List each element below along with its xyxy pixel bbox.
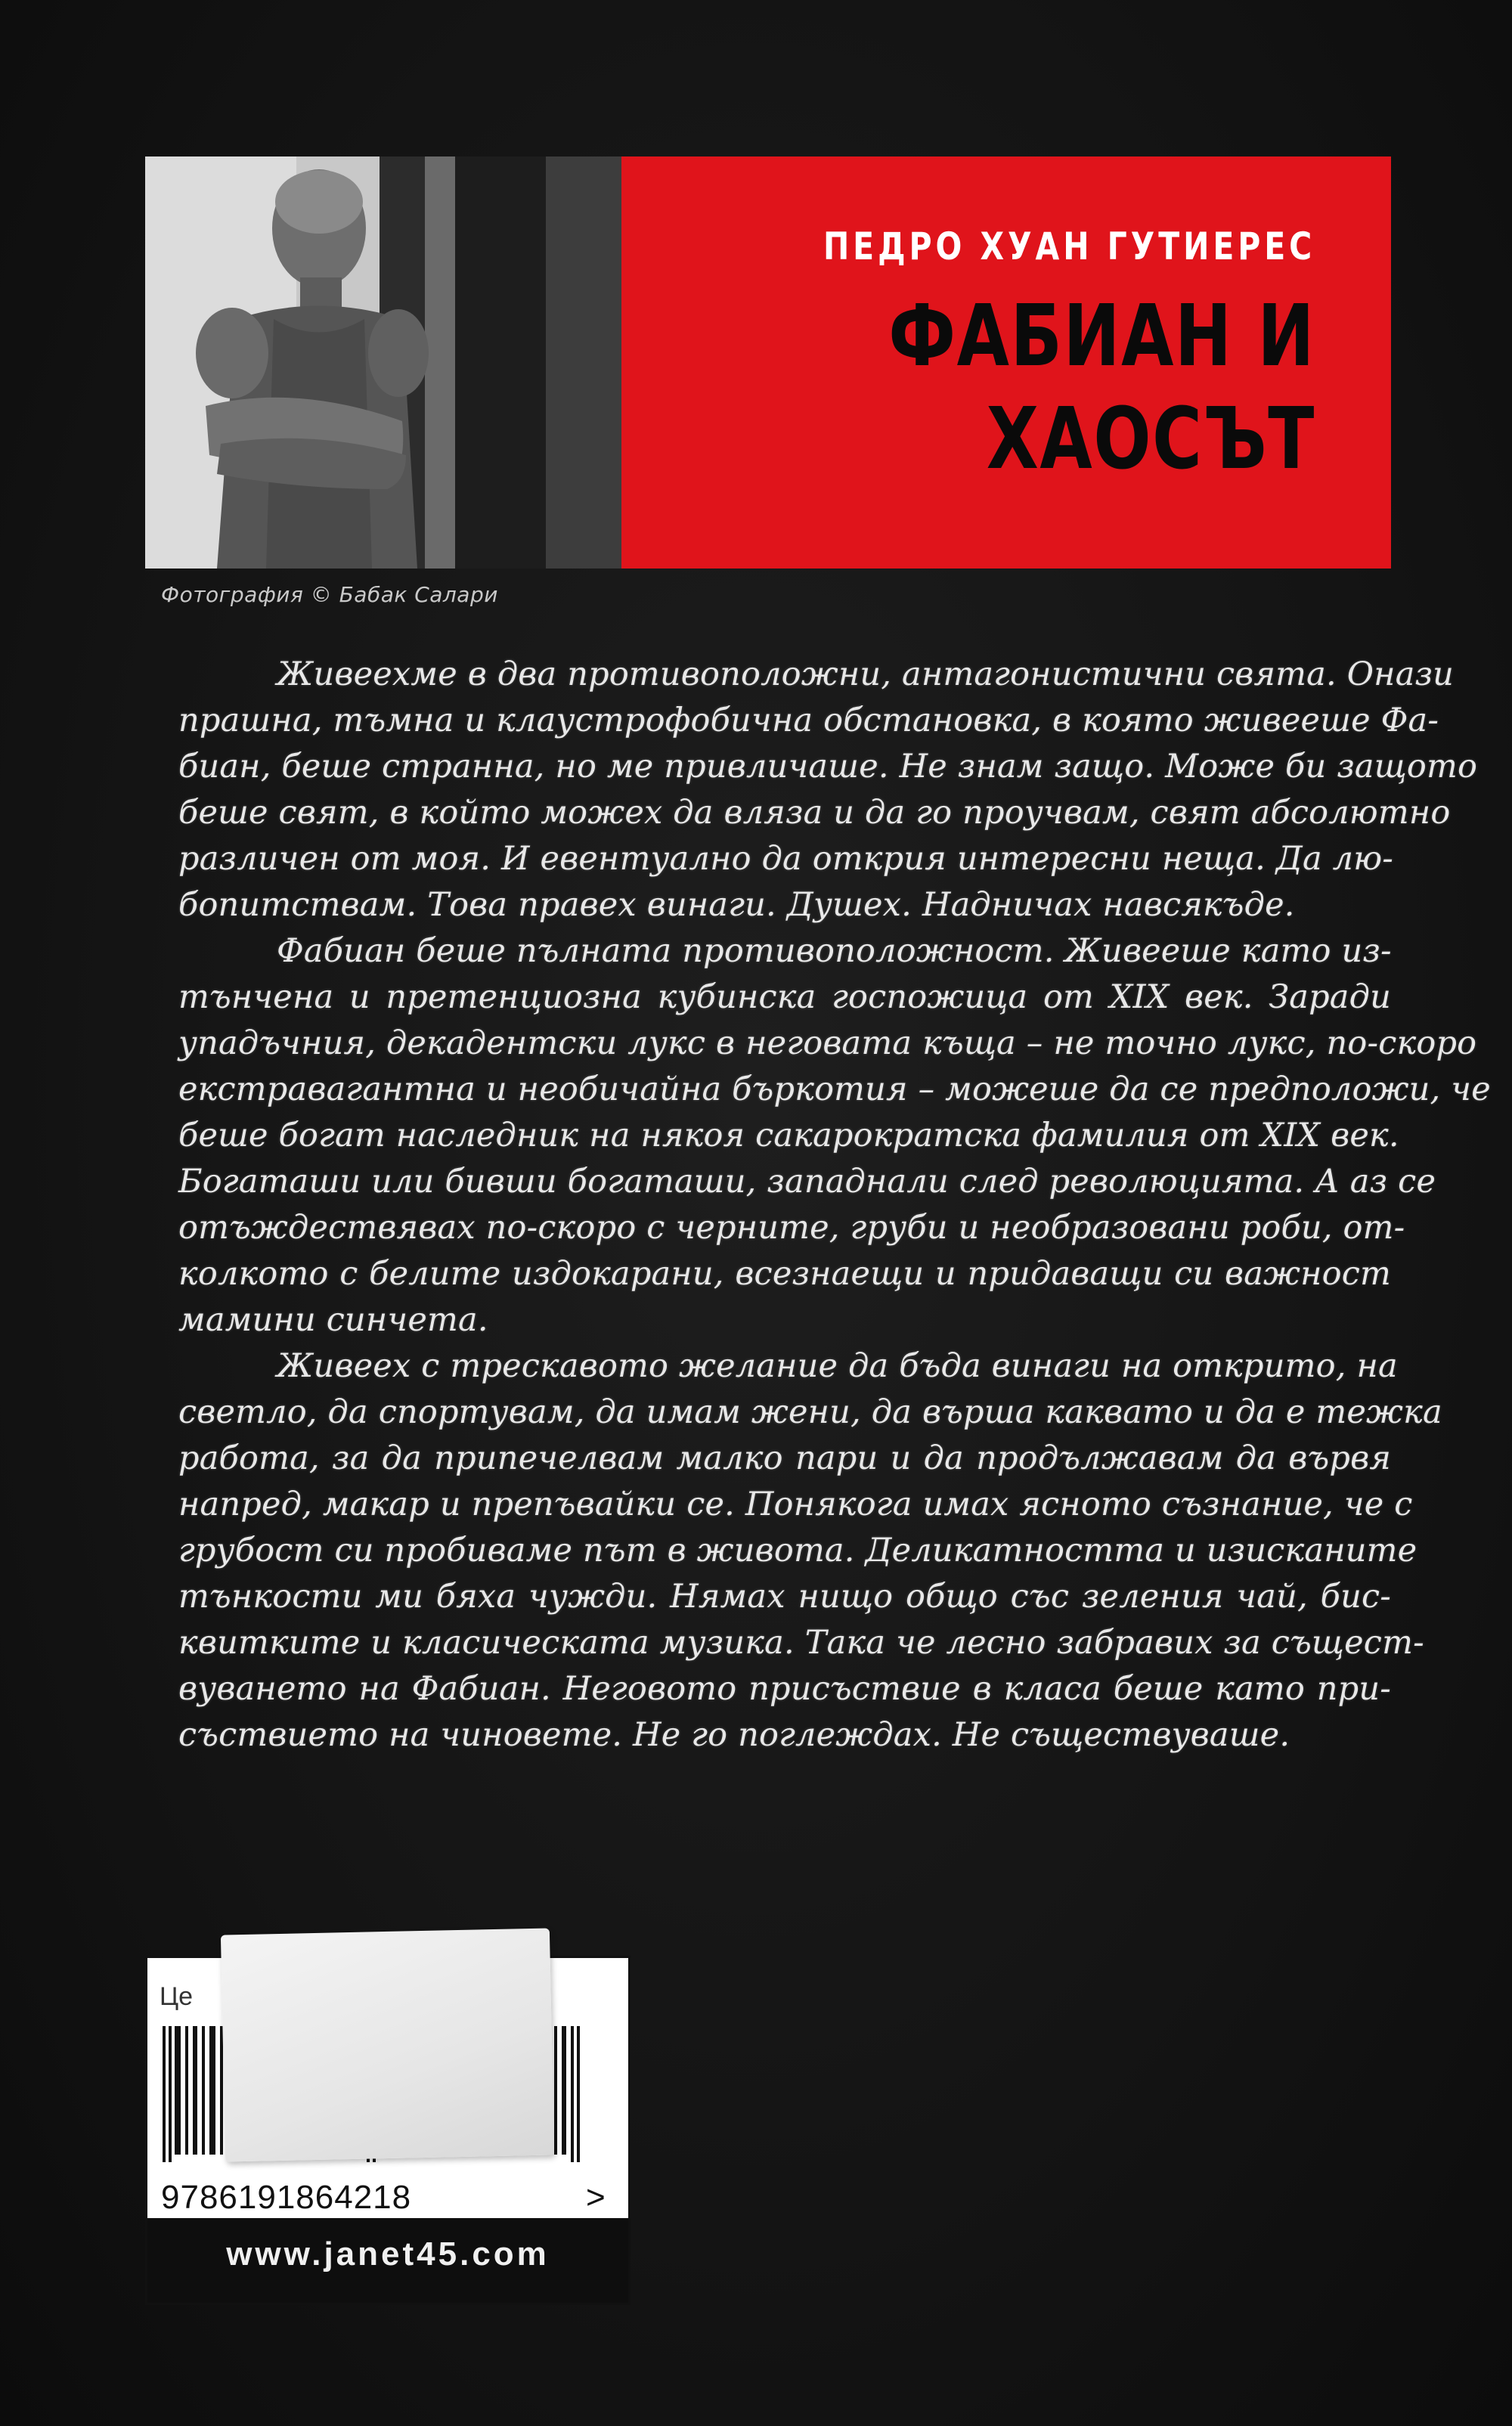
blurb-line: отъждествявах по-скоро с черните, груби и необразовани роби, от-: [178, 1209, 1405, 1247]
blurb-line: работа, за да припечелвам малко пари и да продължавам да вървя: [178, 1439, 1391, 1477]
header-band: [145, 156, 1391, 569]
blurb-line: беше свят, в който можех да вляза и да го проучвам, свят абсолютно: [178, 794, 1451, 832]
website-box: [147, 2218, 628, 2290]
blurb-line: напред, макар и препъвайки се. Понякога имах ясното съзнание, че с: [178, 1486, 1413, 1523]
blurb-line: упадъчния, декадентски лукс в неговата къща – не точно лукс, по-скоро: [178, 1024, 1477, 1062]
blurb-line: вуването на Фабиан. Неговото присъствие в класа беше като при-: [178, 1670, 1391, 1708]
blurb-line: биан, беше странна, но ме привличаше. Не знам защо. Може би защото: [178, 748, 1478, 785]
book-title: [888, 285, 1315, 491]
blurb-line: различен от моя. И евентуално да открия интересни неща. Да лю-: [178, 840, 1394, 878]
blurb-line: Живеехме в два противоположни, антагонистични свята. Онази: [277, 655, 1455, 693]
blurb-line: екстравагантна и необичайна бъркотия – можеше да се предположи, че: [178, 1070, 1491, 1108]
blurb-line: тънчена и претенциозна кубинска госпожица от XIX век. Заради: [178, 978, 1391, 1016]
author-photo: [145, 156, 621, 569]
blurb-line: Богаташи или бивши богаташи, западнали след революцията. А аз се: [178, 1163, 1436, 1201]
photo-credit: Фотография © Бабак Салари: [161, 582, 498, 607]
isbn-arrow: >: [586, 2179, 606, 2216]
blurb-line: беше богат наследник на някоя сакарократска фамилия от XIX век.: [178, 1117, 1399, 1154]
price-label: Це: [160, 1982, 194, 2011]
title-panel: [621, 156, 1391, 569]
blurb-line: съствието на чиновете. Не го поглеждах. Не съществуваше.: [178, 1716, 1290, 1754]
blurb-line: квитките и класическата музика. Така че лесно забравих за същест-: [178, 1624, 1424, 1662]
blurb-line: колкото с белите издокарани, всезнаещи и придаващи си важност: [178, 1255, 1391, 1293]
book-title-line-2: ХАОСЪТ: [986, 390, 1315, 488]
blurb-line: светло, да спортувам, да имам жени, да върша каквато и да е тежка: [178, 1393, 1442, 1431]
blurb-line: грубост си пробиваме път в живота. Деликатността и изисканите: [178, 1532, 1418, 1569]
blurb-text: [178, 652, 1491, 1758]
blurb-line: Живеех с трескавото желание да бъда винаги на открито, на: [277, 1347, 1398, 1385]
isbn-digits: 9786191864218: [161, 2179, 412, 2216]
blurb-line: прашна, тъмна и клаустрофобична обстановка, в която живееше Фа-: [178, 702, 1439, 739]
price-sticker: [221, 1928, 554, 2161]
blurb-line: Фабиан беше пълната противоположност. Живееше като из-: [277, 932, 1392, 970]
book-title-line-1: ФАБИАН И: [888, 287, 1315, 386]
blurb-line: мамини синчета.: [178, 1301, 488, 1339]
blurb-line: бопитствам. Това правех винаги. Душех. Надничах навсякъде.: [178, 886, 1295, 924]
website-strip: [147, 2218, 628, 2303]
website-url: www.janet45.com: [226, 2235, 550, 2273]
blurb-line: тънкости ми бяха чужди. Нямах нищо общо със зеления чай, бис-: [178, 1578, 1391, 1616]
author-name: ПЕДРО ХУАН ГУТИЕРЕС: [823, 225, 1315, 268]
